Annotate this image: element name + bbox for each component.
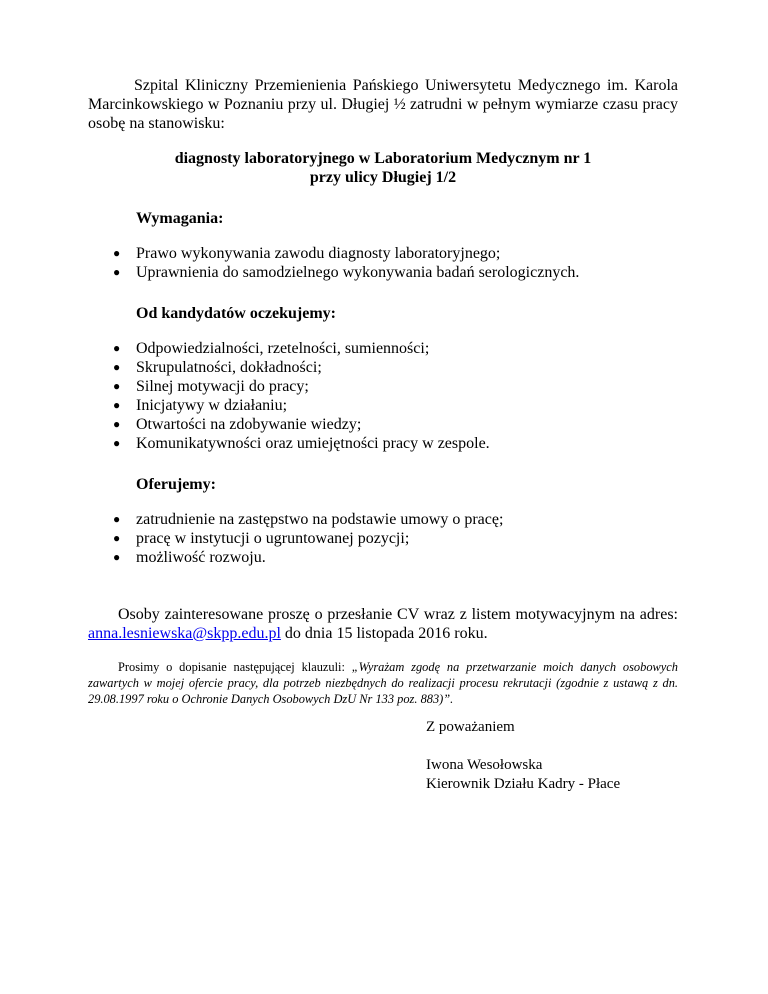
expectations-heading: Od kandydatów oczekujemy: <box>136 305 337 322</box>
list-item: ● Inicjatywy w działaniu; <box>113 397 288 414</box>
email-link[interactable]: anna.lesniewska@skpp.edu.pl <box>88 625 281 642</box>
clause-quote: „Wyrażam zgodę na przetwarzanie moich danych osobowych zawartych w mojej ofercie pracy, dla potrzeb niezbędnych do realizacji procesu rekrutacji (zgodnie z ustawą z dn. 29.08.1997 roku o Ochronie Danych Osobowych DzU Nr 133 poz. 883)”. <box>88 660 678 706</box>
bullet-icon: ● <box>113 246 121 260</box>
bullet-icon: ● <box>113 379 121 393</box>
position-title <box>88 149 678 187</box>
list-item: ● Prawo wykonywania zawodu diagnosty laboratoryjnego; <box>113 245 501 262</box>
position-line-1: diagnosty laboratoryjnego w Laboratorium Medycznym nr 1 <box>174 150 592 167</box>
bullet-icon: ● <box>113 341 121 355</box>
list-item: ● pracę w instytucji o ugruntowanej pozycji; <box>113 530 410 547</box>
bullet-icon: ● <box>113 531 121 545</box>
bullet-icon: ● <box>113 436 121 450</box>
expectations-list <box>88 339 678 453</box>
contact-paragraph: Osoby zainteresowane proszę o przesłanie CV wraz z listem motywacyjnym na adres: anna.lesniewska@skpp.edu.pl do dnia 15 listopada 2016 roku. <box>88 606 678 642</box>
offer-heading: Oferujemy: <box>136 476 216 493</box>
requirements-list <box>88 244 678 282</box>
signer-role: Kierownik Działu Kadry - Płace <box>426 776 621 792</box>
list-item: ● zatrudnienie na zastępstwo na podstawie umowy o pracę; <box>113 511 504 528</box>
closing-phrase: Z poważaniem <box>426 719 515 735</box>
bullet-icon: ● <box>113 265 121 279</box>
consent-clause: Prosimy o dopisanie następującej klauzuli: „Wyrażam zgodę na przetwarzanie moich danych osobowych zawartych w mojej ofercie pracy, dla potrzeb niezbędnych do realizacji procesu rekrutacji (zgodnie z ustawą z dn. 29.08.1997 roku o Ochronie Danych Osobowych DzU Nr 133 poz. 883)”. <box>88 660 678 706</box>
list-item: ● możliwość rozwoju. <box>113 549 266 566</box>
requirements-heading: Wymagania: <box>136 210 224 227</box>
bullet-icon: ● <box>113 550 121 564</box>
list-item: ● Uprawnienia do samodzielnego wykonywania badań serologicznych. <box>113 264 580 281</box>
bullet-icon: ● <box>113 360 121 374</box>
signer-name: Iwona Wesołowska <box>426 757 543 773</box>
list-item: ● Odpowiedzialności, rzetelności, sumienności; <box>113 340 430 357</box>
bullet-icon: ● <box>113 512 121 526</box>
list-item: ● Silnej motywacji do pracy; <box>113 378 309 395</box>
document-body <box>88 76 678 707</box>
bullet-icon: ● <box>113 417 121 431</box>
list-item: ● Skrupulatności, dokładności; <box>113 359 322 376</box>
position-line-2: przy ulicy Długiej 1/2 <box>309 169 457 186</box>
offer-list <box>88 510 678 567</box>
intro-paragraph: Szpital Kliniczny Przemienienia Pańskiego Uniwersytetu Medycznego im. Karola Marcinkowskiego w Poznaniu przy ul. Długiej ½ zatrudni w pełnym wymiarze czasu pracy osobę na stanowisku: <box>88 77 678 132</box>
list-item: ● Otwartości na zdobywanie wiedzy; <box>113 416 362 433</box>
list-item: ● Komunikatywności oraz umiejętności pracy w zespole. <box>113 435 490 452</box>
signature-block <box>426 718 620 794</box>
bullet-icon: ● <box>113 398 121 412</box>
